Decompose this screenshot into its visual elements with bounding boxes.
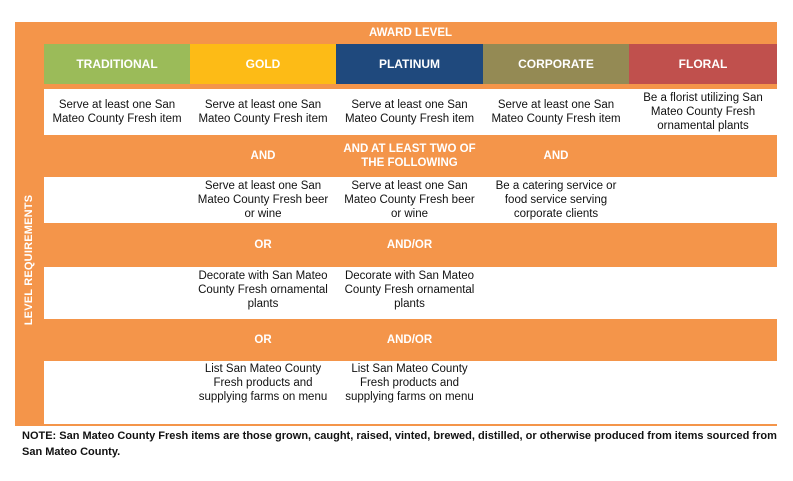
level-requirements-sidebar bbox=[15, 22, 44, 426]
conn1-gold: AND bbox=[250, 150, 276, 162]
row2-gold: Serve at least one San Mateo County Fresh beer or wine bbox=[197, 180, 329, 220]
header-traditional: TRADITIONAL bbox=[44, 44, 190, 84]
conn2-gold: OR bbox=[254, 239, 272, 251]
requirement-row-2 bbox=[44, 177, 777, 223]
row3-platinum: Decorate with San Mateo County Fresh ornamental plants bbox=[344, 270, 475, 310]
conn3-gold: OR bbox=[254, 334, 272, 346]
award-level-table bbox=[15, 22, 777, 426]
header-platinum: PLATINUM bbox=[336, 44, 483, 84]
row1-gold: Serve at least one San Mateo County Fresh item bbox=[198, 99, 328, 125]
level-requirements-label: LEVEL REQUIREMENTS bbox=[23, 194, 35, 326]
row1-corporate: Serve at least one San Mateo County Fresh item bbox=[491, 99, 621, 125]
row2-platinum: Serve at least one San Mateo County Fresh beer or wine bbox=[344, 180, 475, 220]
row3-gold: Decorate with San Mateo County Fresh ornamental plants bbox=[198, 270, 328, 310]
row1-platinum: Serve at least one San Mateo County Fresh item bbox=[344, 99, 475, 125]
requirement-row-1 bbox=[44, 89, 777, 135]
conn3-platinum: AND/OR bbox=[386, 334, 433, 346]
header-floral: FLORAL bbox=[629, 44, 777, 84]
conn2-platinum: AND/OR bbox=[386, 239, 433, 251]
conn1-platinum: AND AT LEAST TWO OF THE FOLLOWING bbox=[343, 143, 476, 169]
header-corporate: CORPORATE bbox=[483, 44, 629, 84]
conn1-corporate: AND bbox=[543, 150, 569, 162]
header-gold: GOLD bbox=[190, 44, 336, 84]
row2-corporate: Be a catering service or food service serving corporate clients bbox=[495, 180, 617, 220]
row4-gold: List San Mateo County Fresh products and supplying farms on menu bbox=[198, 363, 328, 403]
requirement-row-3 bbox=[44, 267, 777, 319]
row4-platinum: List San Mateo County Fresh products and supplying farms on menu bbox=[345, 363, 474, 403]
row1-floral: Be a florist utilizing San Mateo County Fresh ornamental plants bbox=[643, 92, 763, 132]
row1-traditional: Serve at least one San Mateo County Fresh item bbox=[52, 99, 182, 125]
award-level-heading: AWARD LEVEL bbox=[368, 27, 453, 39]
requirement-row-4 bbox=[44, 361, 777, 424]
footnote: NOTE: San Mateo County Fresh items are those grown, caught, raised, vinted, brewed, distilled, or otherwise produced from items sourced from San Mateo County. bbox=[22, 430, 777, 458]
